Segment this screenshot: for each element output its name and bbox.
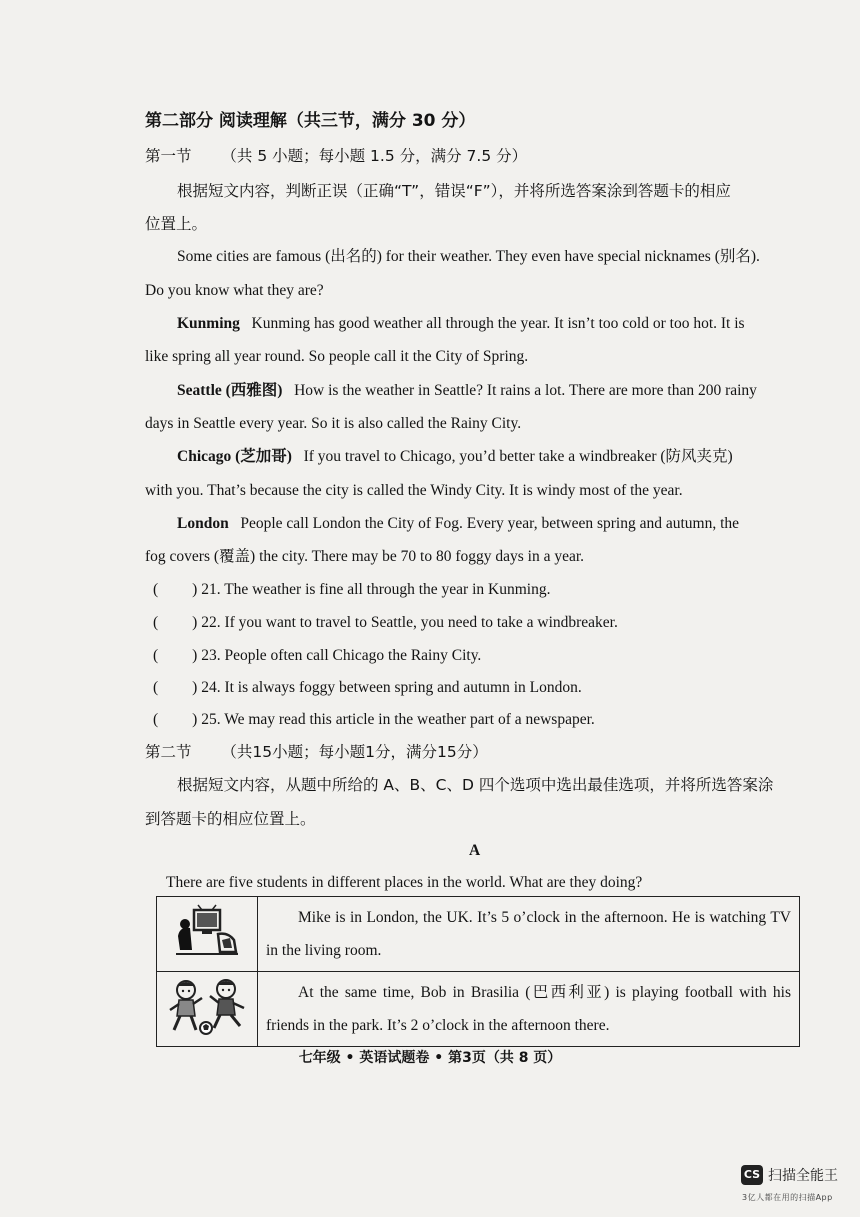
section1-header [145,146,527,166]
city-name-chicago: Chicago (芝加哥) [177,448,292,465]
picture-cell [157,972,258,1047]
section2-label: 第二节 [145,743,192,761]
city-name-seattle: Seattle (西雅图) [177,382,283,399]
passage-label: A [469,842,481,859]
section1-label: 第一节 [145,147,192,165]
picture-cell [157,897,258,972]
students-table [156,896,800,1047]
passage-intro: There are five students in different places in the world. What are they doing? [166,874,643,891]
intro-line2: Do you know what they are? [145,282,324,299]
seattle-line1 [177,381,757,401]
question-23[interactable]: ( ) 23. People often call Chicago the Rainy City. [153,647,482,664]
part-heading: 第二部分 阅读理解（共三节，满分 30 分） [145,111,476,131]
kunming-line1 [177,314,745,334]
city-name-kunming: Kunming [177,315,240,332]
section1-instruction-line2: 位置上。 [145,215,208,233]
kunming-line2: like spring all year round. So people call it the City of Spring. [145,348,529,365]
section1-info: （共 5 小题；每小题 1.5 分，满分 7.5 分） [221,147,528,165]
question-22[interactable]: ( ) 22. If you want to travel to Seattle, you need to take a windbreaker. [153,614,618,631]
question-text: 25. We may read this article in the weather part of a newspaper. [201,711,595,728]
question-text: 24. It is always foggy between spring and autumn in London. [201,679,582,696]
question-text: 21. The weather is fine all through the year in Kunming. [201,581,551,598]
row-text-bob: At the same time, Bob in Brasilia (巴西利亚) is playing football with his friends in the park. It’s 2 o’clock in the afternoon there. [266,984,791,1034]
section2-instruction-line2: 到答题卡的相应位置上。 [145,810,316,828]
section2-header [145,742,488,762]
chicago-line1 [177,447,733,467]
question-text: 23. People often call Chicago the Rainy City. [201,647,482,664]
intro-line1: Some cities are famous (出名的) for their weather. They even have special nicknames (别名). [177,248,760,265]
watermark-name: 扫描全能王 [768,1168,838,1184]
watermark-tagline: 3亿人都在用的扫描App [742,1193,833,1202]
city-name-london: London [177,515,229,532]
text-cell [258,897,800,972]
paragraph-text: How is the weather in Seattle? It rains a lot. There are more than 200 rainy [294,382,757,399]
section1-instruction-line1: 根据短文内容，判断正误（正确“T”，错误“F”），并将所选答案涂到答题卡的相应 [177,182,731,200]
london-line2: fog covers (覆盖) the city. There may be 70 to 80 foggy days in a year. [145,548,585,565]
paragraph-text: Kunming has good weather all through the year. It isn’t too cold or too hot. It is [251,315,745,332]
table-row [157,972,800,1047]
tv-watching-icon [172,904,242,960]
section2-info: （共15小题；每小题1分，满分15分） [221,743,488,761]
section2-instruction-line1: 根据短文内容，从题中所给的 A、B、C、D 四个选项中选出最佳选项，并将所选答案涂 [177,776,774,794]
table-row [157,897,800,972]
question-21[interactable]: ( ) 21. The weather is fine all through the year in Kunming. [153,581,551,598]
london-line1 [177,514,739,534]
paragraph-text: People call London the City of Fog. Every year, between spring and autumn, the [240,515,740,532]
page-footer: 七年级 • 英语试题卷 • 第3页（共 8 页） [298,1050,562,1066]
chicago-line2: with you. That’s because the city is called the Windy City. It is windy most of the year. [145,482,683,499]
seattle-line2: days in Seattle every year. So it is also called the Rainy City. [145,415,522,432]
camscanner-logo-icon: CS [741,1165,763,1185]
row-text-mike: Mike is in London, the UK. It’s 5 o’clock in the afternoon. He is watching TV in the living room. [266,909,791,959]
paragraph-text: If you travel to Chicago, you’d better take a windbreaker (防风夹克) [303,448,733,465]
question-text: 22. If you want to travel to Seattle, you need to take a windbreaker. [201,614,618,631]
question-25[interactable]: ( ) 25. We may read this article in the weather part of a newspaper. [153,711,595,728]
text-cell [258,972,800,1047]
football-playing-icon [166,976,248,1038]
question-24[interactable]: ( ) 24. It is always foggy between spring and autumn in London. [153,679,582,696]
